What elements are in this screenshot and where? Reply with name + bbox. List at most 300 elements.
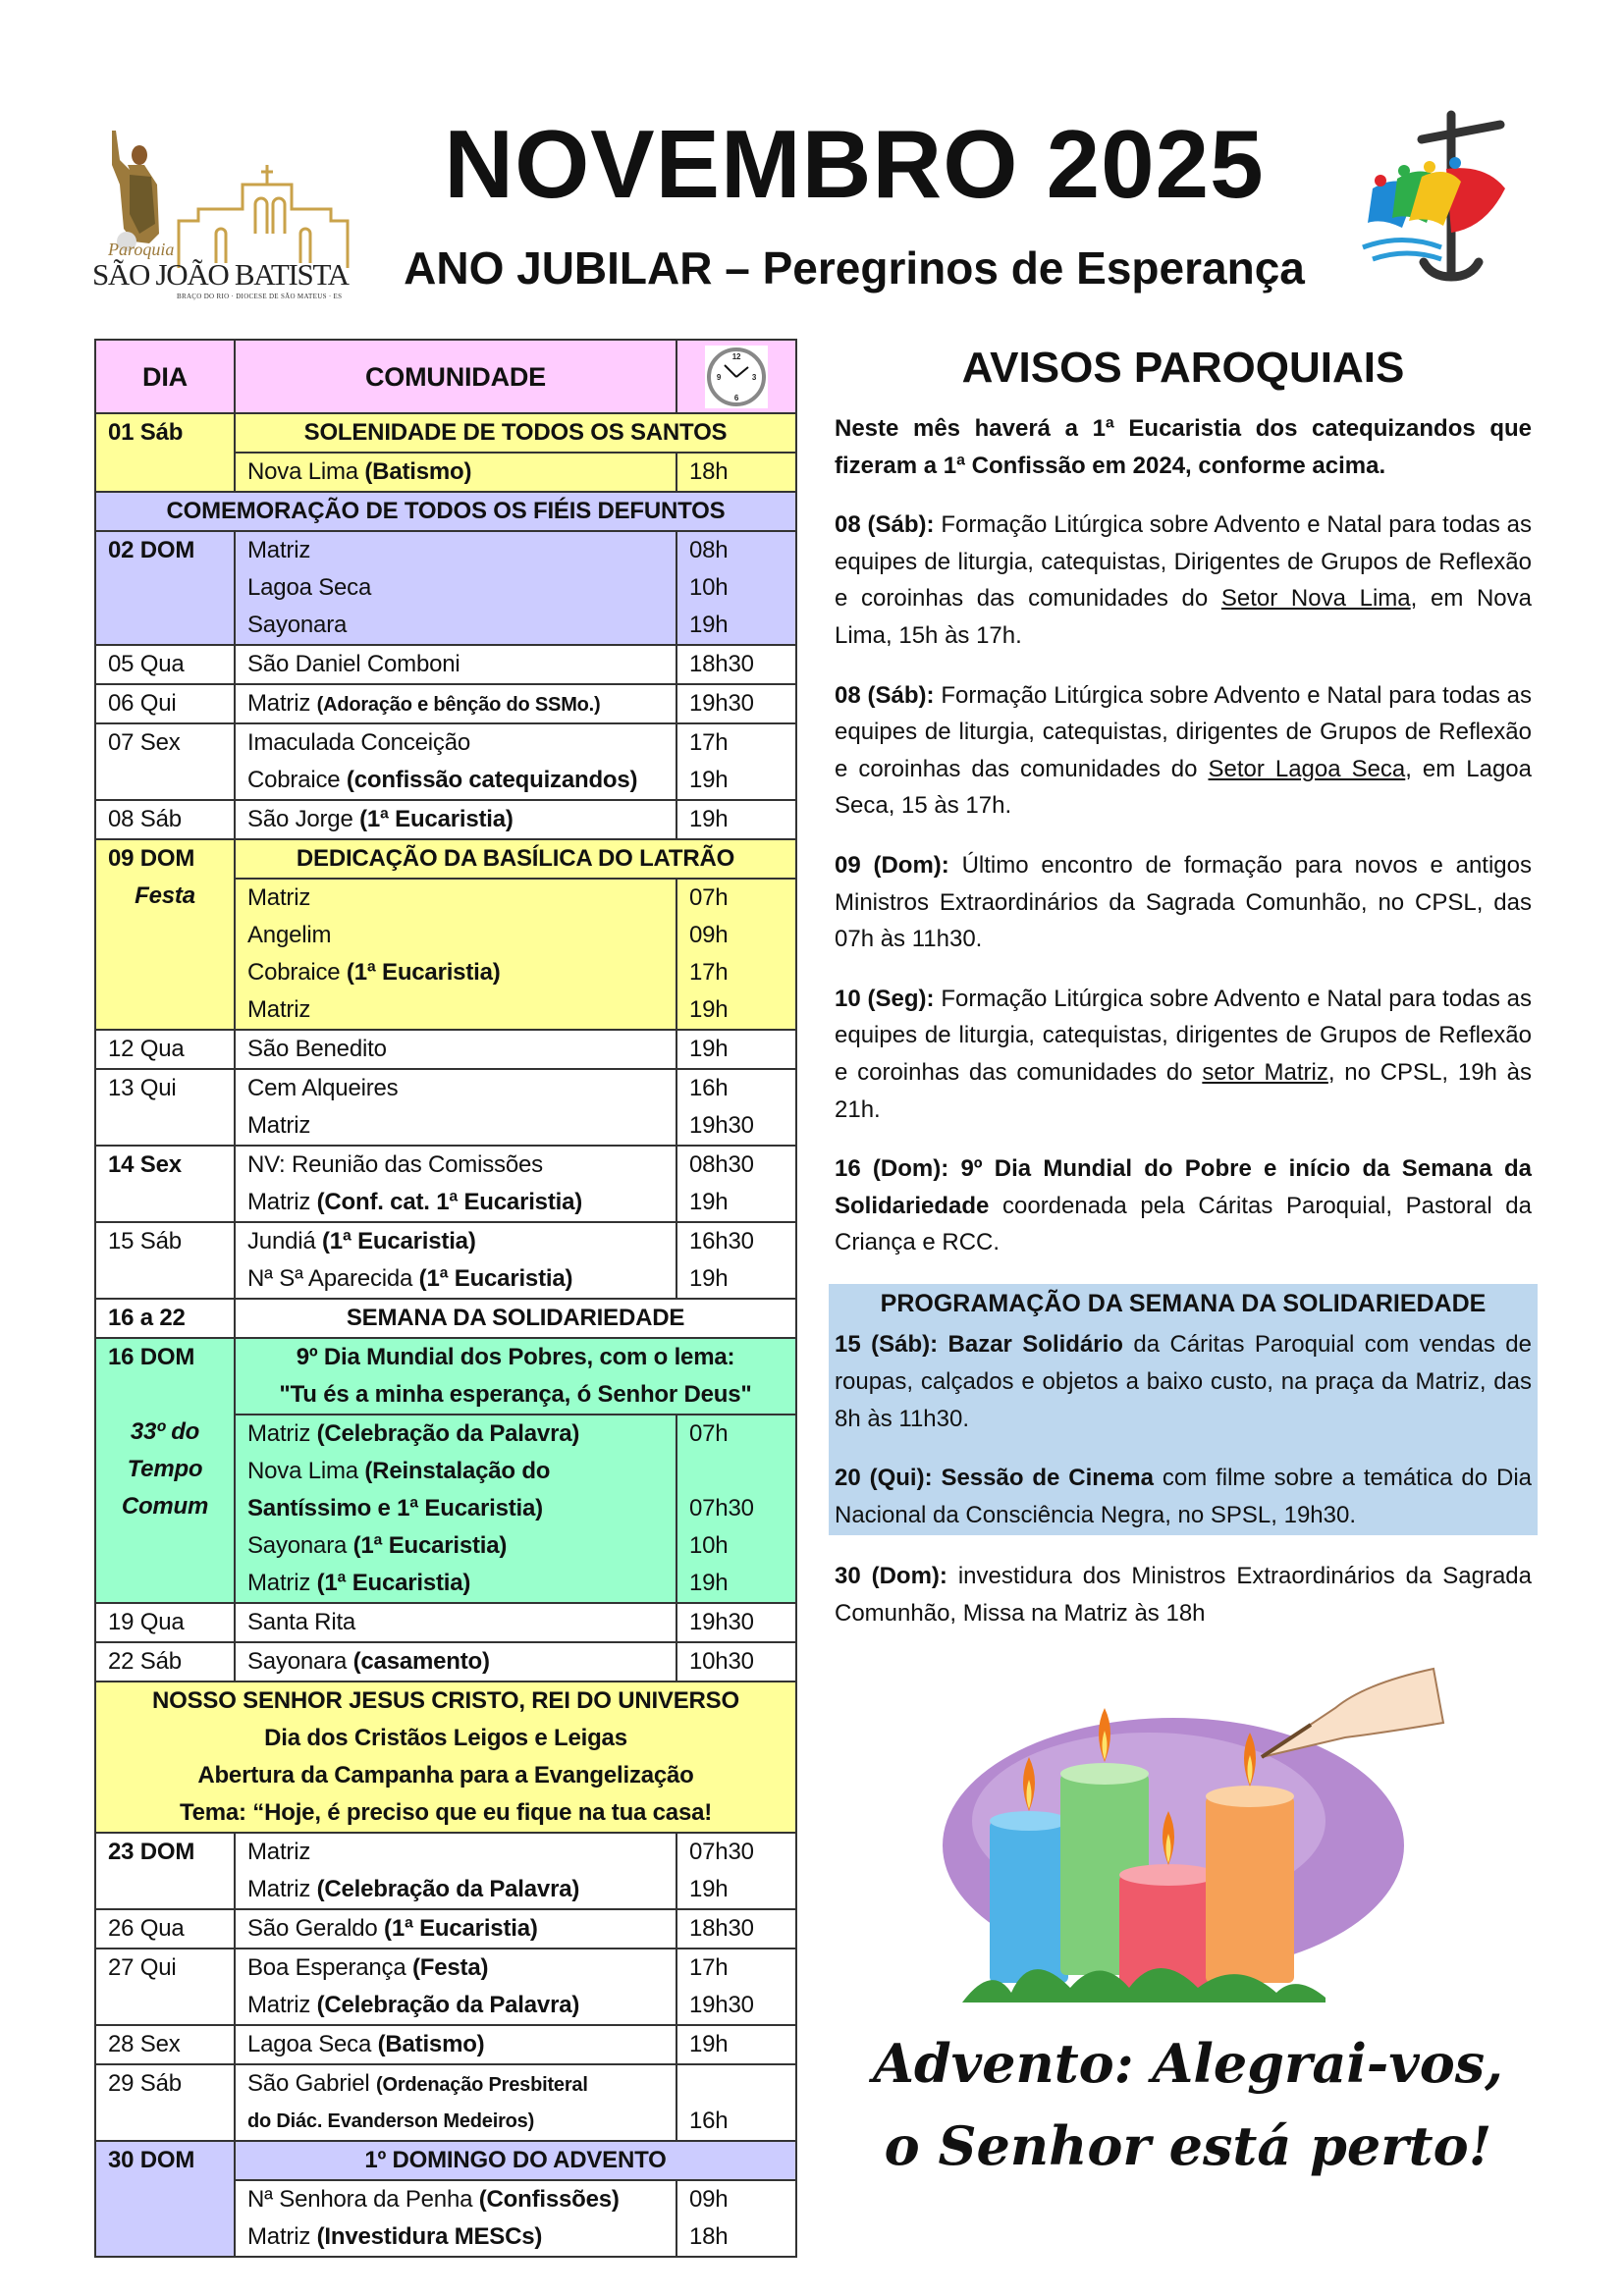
community-note: (casamento)	[352, 1648, 490, 1675]
community-entry	[247, 1527, 664, 1565]
community-entry	[247, 1107, 664, 1145]
time-value: 16h	[689, 1075, 729, 1101]
day-note-line: Tempo	[127, 1456, 203, 1482]
community-name: São Benedito	[247, 1036, 387, 1062]
time-cell	[676, 1222, 796, 1299]
day-cell	[95, 1949, 235, 2025]
community-name: Matriz	[247, 1189, 311, 1215]
day-note-line: Comum	[121, 1493, 209, 1520]
community-cell	[235, 1949, 676, 2025]
aviso-text: coordenada pela Cáritas Paroquial, Pastoral da Criança e RCC.	[835, 1192, 1532, 1256]
aviso-text: , em Lagoa Seca, 15 às 17h.	[835, 755, 1532, 820]
community-name: Matriz	[247, 2223, 311, 2250]
community-note: (1ª Eucaristia)	[322, 1228, 476, 1255]
time-value: 07h	[689, 1420, 729, 1447]
slogan-line-1: Advento: Alegrai-vos,	[873, 2032, 1503, 2095]
community-entry	[247, 1910, 664, 1948]
aviso-text: com filme sobre a temática do Dia Nacional da Consciência Negra, no SPSL, 19h30.	[835, 1465, 1532, 1528]
advent-slogan	[844, 2022, 1532, 2187]
time-cell	[676, 1030, 796, 1069]
community-note: (Festa)	[411, 1954, 489, 1981]
community-name: Sayonara	[247, 612, 348, 638]
time-value: 17h	[689, 1954, 729, 1981]
aviso-text: Formação Litúrgica sobre Advento e Natal para todas as equipes de liturgia, catequistas, dirigentes de Grupos de Reflexão e coroinhas das comunidades do	[835, 681, 1533, 782]
day-label: 09 DOM	[108, 845, 195, 872]
community-name: Matriz	[247, 884, 311, 911]
advent-candles-icon	[923, 1664, 1453, 2012]
aviso-text: , no CPSL, 19h às 21h.	[835, 1058, 1532, 1123]
community-name: São Gabriel	[247, 2070, 370, 2097]
clock-icon	[705, 346, 768, 408]
table-row	[95, 684, 796, 723]
time-cell	[676, 2180, 796, 2257]
time-value: 18h30	[689, 1915, 754, 1942]
time-cell	[676, 800, 796, 839]
aviso-paragraph	[835, 1150, 1532, 1261]
aviso-date: 10 (Seg):	[835, 985, 935, 1012]
table-row	[95, 1909, 796, 1949]
time-value: 19h30	[689, 1609, 754, 1635]
community-note: (Ordenação Presbiteral	[376, 2074, 588, 2096]
avisos-intro: Neste mês haverá a 1ª Eucaristia dos catequizandos que fizeram a 1ª Confissão em 2024, conforme acima.	[835, 415, 1532, 479]
community-entry	[247, 1260, 664, 1298]
day-label: 27 Qui	[108, 1954, 177, 1981]
page-title: NOVEMBRO 2025	[444, 110, 1265, 218]
day-label: 02 DOM	[108, 537, 195, 563]
community-note: (Adoração e bênção do SSMo.)	[316, 694, 601, 716]
table-row	[95, 723, 796, 800]
avisos-section	[835, 410, 1532, 1655]
community-note: (Confissões)	[478, 2186, 620, 2213]
community-entry	[247, 1223, 664, 1260]
time-cell	[676, 645, 796, 684]
aviso-text: Formação Litúrgica sobre Advento e Natal para todas as equipes de liturgia, catequistas, dirigentes de Grupos de Reflexão e coroinhas das comunidades do	[835, 985, 1533, 1086]
day-label: 06 Qui	[108, 690, 177, 717]
community-note: (confissão catequizandos)	[346, 767, 638, 793]
community-entry	[247, 2181, 664, 2218]
time-value: 19h30	[689, 1992, 754, 2018]
aviso-date: 20 (Qui): Sessão de Cinema	[835, 1465, 1154, 1492]
day-cell	[95, 2064, 235, 2141]
time-value: 17h	[689, 729, 729, 756]
table-row	[95, 1833, 796, 1909]
time-value: 19h	[689, 1189, 729, 1215]
community-entry	[247, 762, 664, 799]
community-name: São Geraldo	[247, 1915, 378, 1942]
svg-text:12: 12	[731, 351, 741, 361]
community-cell	[235, 645, 676, 684]
celebration-title-line: DEDICAÇÃO DA BASÍLICA DO LATRÃO	[296, 845, 735, 872]
aviso-text: , em Nova Lima, 15h às 17h.	[835, 585, 1533, 649]
celebration-row	[95, 1299, 796, 1338]
celebration-row	[95, 839, 796, 879]
time-cell	[676, 1069, 796, 1146]
community-entry	[247, 991, 664, 1029]
community-name: Matriz	[247, 1420, 311, 1447]
avisos-title: AVISOS PAROQUIAIS	[961, 344, 1405, 392]
day-label: 07 Sex	[108, 729, 181, 756]
community-entry	[247, 2026, 664, 2063]
table-row	[95, 800, 796, 839]
aviso-text: investidura dos Ministros Extraordinários da Sagrada Comunhão, Missa na Matriz às 18h	[835, 1563, 1532, 1628]
time-cell	[676, 2064, 796, 2141]
community-entry	[247, 1871, 664, 1908]
time-value: 19h	[689, 1876, 729, 1902]
day-cell	[95, 1146, 235, 1222]
day-label: 15 Sáb	[108, 1228, 182, 1255]
community-note: (Batismo)	[364, 458, 472, 485]
community-note: (1ª Eucaristia)	[352, 1532, 508, 1559]
community-name: Lagoa Seca	[247, 574, 372, 601]
community-name: Lagoa Seca	[247, 2031, 372, 2057]
day-label: 08 Sáb	[108, 806, 182, 832]
community-cell	[235, 453, 676, 492]
community-name: Matriz	[247, 1839, 311, 1865]
day-cell	[95, 684, 235, 723]
time-value: 18h	[689, 2223, 729, 2250]
community-entry	[247, 880, 664, 917]
community-entry	[247, 1834, 664, 1871]
community-entry	[247, 1565, 664, 1602]
time-value: 08h	[689, 537, 729, 563]
time-cell	[676, 531, 796, 645]
community-entry	[247, 1987, 664, 2024]
community-name: São Daniel Comboni	[247, 651, 460, 677]
day-label: 12 Qua	[108, 1036, 185, 1062]
time-value: 10h	[689, 574, 729, 601]
celebration-title-line: SOLENIDADE DE TODOS OS SANTOS	[303, 419, 728, 446]
time-cell	[676, 879, 796, 1030]
table-row	[95, 1642, 796, 1682]
time-cell	[676, 723, 796, 800]
time-cell	[676, 684, 796, 723]
celebration-title	[235, 413, 796, 453]
community-note: (1ª Eucaristia)	[418, 1265, 573, 1292]
day-cell	[95, 1833, 235, 1909]
community-entry	[247, 1643, 664, 1681]
day-cell	[95, 1299, 235, 1338]
day-cell	[95, 1030, 235, 1069]
day-cell	[95, 645, 235, 684]
celebration-title	[235, 2141, 796, 2180]
table-row	[95, 645, 796, 684]
day-label: 05 Qua	[108, 651, 185, 677]
time-cell	[676, 1415, 796, 1603]
time-value: 16h30	[689, 1228, 754, 1255]
day-label: 16 a 22	[108, 1305, 186, 1331]
community-name: Cobraice	[247, 767, 341, 793]
community-entry	[247, 1415, 664, 1453]
community-cell	[235, 1415, 676, 1603]
time-value: 07h30	[689, 1495, 754, 1522]
setor-link: setor Matriz	[1202, 1058, 1328, 1086]
community-entry	[247, 2218, 664, 2256]
community-note: (Batismo)	[377, 2031, 485, 2057]
time-value: 16h	[689, 2108, 729, 2134]
celebration-row	[95, 2141, 796, 2180]
community-cell	[235, 1603, 676, 1642]
community-name: Matriz	[247, 1992, 311, 2018]
setor-link: Setor Nova Lima	[1220, 585, 1411, 613]
banner-line: COMEMORAÇÃO DE TODOS OS FIÉIS DEFUNTOS	[166, 498, 726, 524]
day-label: 13 Qui	[108, 1075, 177, 1101]
day-label: 23 DOM	[108, 1839, 195, 1865]
time-value: 08h30	[689, 1151, 754, 1178]
community-cell	[235, 1642, 676, 1682]
svg-text:9: 9	[716, 372, 722, 382]
community-entry	[247, 1031, 664, 1068]
community-name: Cobraice	[247, 959, 341, 986]
time-value: 17h	[689, 959, 729, 986]
svg-text:6: 6	[733, 393, 739, 402]
day-cell	[95, 1909, 235, 1949]
day-cell	[95, 1338, 235, 1603]
community-name: Boa Esperança	[247, 1954, 406, 1981]
aviso-date: 30 (Dom):	[835, 1563, 947, 1590]
time-value: 19h	[689, 1265, 729, 1292]
time-value: 10h	[689, 1532, 729, 1559]
day-note	[108, 1414, 222, 1525]
community-name: Matriz	[247, 537, 311, 563]
community-entry	[247, 801, 664, 838]
community-cell	[235, 2064, 676, 2141]
time-value: 07h	[689, 884, 729, 911]
time-value: 09h	[689, 922, 729, 948]
table-row	[95, 1069, 796, 1146]
solidarity-week-title: PROGRAMAÇÃO DA SEMANA DA SOLIDARIEDADE	[880, 1289, 1487, 1317]
community-entry	[247, 685, 664, 722]
community-note: (1ª Eucaristia)	[316, 1570, 471, 1596]
community-note: (1ª Eucaristia)	[384, 1915, 538, 1942]
community-note: (1ª Eucaristia)	[346, 959, 501, 986]
community-note: (Reinstalação do	[364, 1458, 551, 1484]
day-cell	[95, 1603, 235, 1642]
community-entry	[247, 532, 664, 569]
day-label: 01 Sáb	[108, 419, 184, 446]
time-value: 19h30	[689, 690, 754, 717]
day-label: 28 Sex	[108, 2031, 181, 2057]
community-name: Nova Lima	[247, 1458, 358, 1484]
aviso-text: Último encontro de formação para novos e antigos Ministros Extraordinários da Sagrada Comunhão, no CPSL, das 07h às 11h30.	[835, 851, 1533, 953]
table-row	[95, 2064, 796, 2141]
logo-text-paroquia: Paroquia	[108, 240, 175, 259]
aviso-date: 08 (Sáb):	[835, 511, 935, 539]
day-cell	[95, 413, 235, 492]
community-entry	[247, 1453, 664, 1490]
community-name: Jundiá	[247, 1228, 316, 1255]
time-spacer	[689, 1453, 784, 1490]
celebration-row	[95, 413, 796, 453]
page-subtitle: ANO JUBILAR – Peregrinos de Esperança	[404, 242, 1305, 294]
community-name: Matriz	[247, 996, 311, 1023]
community-entry	[247, 1604, 664, 1641]
celebration-title-line: SEMANA DA SOLIDARIEDADE	[346, 1305, 685, 1331]
time-value: 18h30	[689, 651, 754, 677]
time-cell	[676, 1642, 796, 1682]
day-label: 22 Sáb	[108, 1648, 182, 1675]
community-entry	[247, 607, 664, 644]
time-value: 19h	[689, 996, 729, 1023]
community-entry	[247, 569, 664, 607]
day-note-line: 33º do	[130, 1418, 200, 1445]
community-cell	[235, 1069, 676, 1146]
community-name: Nova Lima	[247, 458, 358, 485]
time-cell	[676, 2025, 796, 2064]
logo-text-location: BRAÇO DO RIO · DIOCESE DE SÃO MATEUS · ES	[177, 293, 342, 300]
time-value: 10h30	[689, 1648, 754, 1675]
community-name: Santa Rita	[247, 1609, 356, 1635]
community-entry	[247, 917, 664, 954]
table-row	[95, 1030, 796, 1069]
aviso-date: 15 (Sáb): Bazar Solidário	[835, 1331, 1123, 1359]
time-value: 19h	[689, 1036, 729, 1062]
setor-link: Setor Lagoa Seca	[1208, 755, 1406, 782]
table-row	[95, 531, 796, 645]
banner-line: Tema: “Hoje, é preciso que eu fique na tua casa!	[179, 1799, 713, 1826]
aviso-text: da Cáritas Paroquial com vendas de roupas, calçados e objetos a baixo custo, na praça da Matriz, das 8h às 11h30.	[835, 1331, 1532, 1432]
table-header-row	[95, 340, 796, 413]
day-cell	[95, 2141, 235, 2257]
slogan-line-2: o Senhor está perto!	[884, 2114, 1492, 2177]
community-cell	[235, 531, 676, 645]
community-cell	[235, 2180, 676, 2257]
community-cell	[235, 2025, 676, 2064]
aviso-paragraph	[835, 847, 1532, 958]
header-time	[676, 340, 796, 413]
celebration-title	[235, 1299, 796, 1338]
aviso-paragraph	[835, 981, 1532, 1128]
day-cell	[95, 1222, 235, 1299]
table-row	[95, 1603, 796, 1642]
celebration-title-line: 9º Dia Mundial dos Pobres, com o lema:	[296, 1344, 735, 1370]
day-cell	[95, 1069, 235, 1146]
time-cell	[676, 1833, 796, 1909]
banner-line: Dia dos Cristãos Leigos e Leigas	[264, 1725, 627, 1751]
church-outline-icon	[179, 165, 348, 268]
celebration-title	[235, 1338, 796, 1415]
community-note: (1ª Eucaristia)	[359, 806, 514, 832]
community-note: (Celebração da Palavra)	[316, 1420, 580, 1447]
logo-text-name: SÃO JOÃO BATISTA	[92, 257, 350, 292]
time-value: 19h	[689, 1570, 729, 1596]
community-entry	[247, 954, 664, 991]
banner-row	[95, 1682, 796, 1833]
day-cell	[95, 839, 235, 1030]
svg-text:3: 3	[751, 372, 757, 382]
community-cell	[235, 1833, 676, 1909]
day-label: 14 Sex	[108, 1151, 182, 1178]
aviso-paragraph-final	[835, 1558, 1532, 1631]
schedule-table	[94, 339, 797, 2258]
time-value: 19h	[689, 2031, 729, 2057]
community-entry	[247, 1070, 664, 1107]
community-cell	[235, 723, 676, 800]
community-name: Angelim	[247, 922, 332, 948]
day-label: 19 Qua	[108, 1609, 185, 1635]
header-day: DIA	[95, 340, 235, 413]
day-cell	[95, 723, 235, 800]
jubilee-logo-icon	[1353, 110, 1540, 306]
community-entry	[247, 1184, 664, 1221]
community-cell	[235, 684, 676, 723]
celebration-title	[235, 839, 796, 879]
community-name: Nª Senhora da Penha	[247, 2186, 473, 2213]
parish-logo	[90, 126, 355, 302]
community-note: (Investidura MESCs)	[316, 2223, 543, 2250]
community-cell	[235, 1030, 676, 1069]
solidarity-week-box	[829, 1284, 1538, 1536]
table-row	[95, 2025, 796, 2064]
time-value: 18h	[689, 458, 729, 485]
community-name: Imaculada Conceição	[247, 729, 471, 756]
community-name: Matriz	[247, 1112, 311, 1139]
community-name: Nª Sª Aparecida	[247, 1265, 413, 1292]
aviso-date: 16 (Dom): 9º Dia Mundial do Pobre e início da Semana da Solidariedade	[835, 1155, 1532, 1219]
aviso-text: Formação Litúrgica sobre Advento e Natal para todas as equipes de liturgia, catequistas, Dirigentes de Grupos de Reflexão e coroinhas das comunidades do	[835, 511, 1533, 613]
community-note-cont: Santíssimo e 1ª Eucaristia)	[247, 1495, 543, 1522]
time-spacer	[689, 2065, 784, 2103]
community-name: NV: Reunião das Comissões	[247, 1151, 543, 1178]
community-entry	[247, 1949, 664, 1987]
community-name: Matriz	[247, 1876, 311, 1902]
time-value: 19h	[689, 767, 729, 793]
solidarity-item	[835, 1326, 1532, 1437]
celebration-row	[95, 1338, 796, 1415]
time-cell	[676, 1949, 796, 2025]
time-cell	[676, 453, 796, 492]
banner-line: NOSSO SENHOR JESUS CRISTO, REI DO UNIVERSO	[152, 1687, 739, 1714]
community-name: Matriz	[247, 690, 311, 717]
community-note: (Celebração da Palavra)	[316, 1992, 580, 2018]
community-name: São Jorge	[247, 806, 353, 832]
community-cell	[235, 879, 676, 1030]
time-cell	[676, 1146, 796, 1222]
table-row	[95, 1949, 796, 2025]
day-cell	[95, 2025, 235, 2064]
aviso-date: 09 (Dom):	[835, 851, 949, 879]
day-label: 30 DOM	[108, 2147, 195, 2173]
day-label: 29 Sáb	[108, 2070, 182, 2097]
banner-cell	[95, 1682, 796, 1833]
table-row	[95, 1146, 796, 1222]
time-value: 19h30	[689, 1112, 754, 1139]
community-cell	[235, 1909, 676, 1949]
day-note-line: Festa	[135, 882, 195, 909]
day-label: 26 Qua	[108, 1915, 185, 1942]
day-cell	[95, 1642, 235, 1682]
community-entry	[247, 646, 664, 683]
community-name: Matriz	[247, 1570, 311, 1596]
day-cell	[95, 531, 235, 645]
community-name: Cem Alqueires	[247, 1075, 399, 1101]
aviso-paragraph	[835, 677, 1532, 825]
community-entry	[247, 454, 664, 491]
time-value: 19h	[689, 612, 729, 638]
saint-john-figure-icon	[112, 131, 159, 251]
aviso-date: 08 (Sáb):	[835, 681, 935, 709]
banner-cell	[95, 492, 796, 531]
community-entry	[247, 1147, 664, 1184]
day-label: 16 DOM	[108, 1344, 195, 1370]
solidarity-item	[835, 1460, 1532, 1533]
aviso-paragraph	[835, 507, 1532, 654]
community-entry	[247, 2065, 664, 2103]
community-note: (Conf. cat. 1ª Eucaristia)	[316, 1189, 583, 1215]
community-entry	[247, 724, 664, 762]
day-note	[108, 878, 222, 915]
time-value: 19h	[689, 806, 729, 832]
community-name: Sayonara	[247, 1532, 348, 1559]
